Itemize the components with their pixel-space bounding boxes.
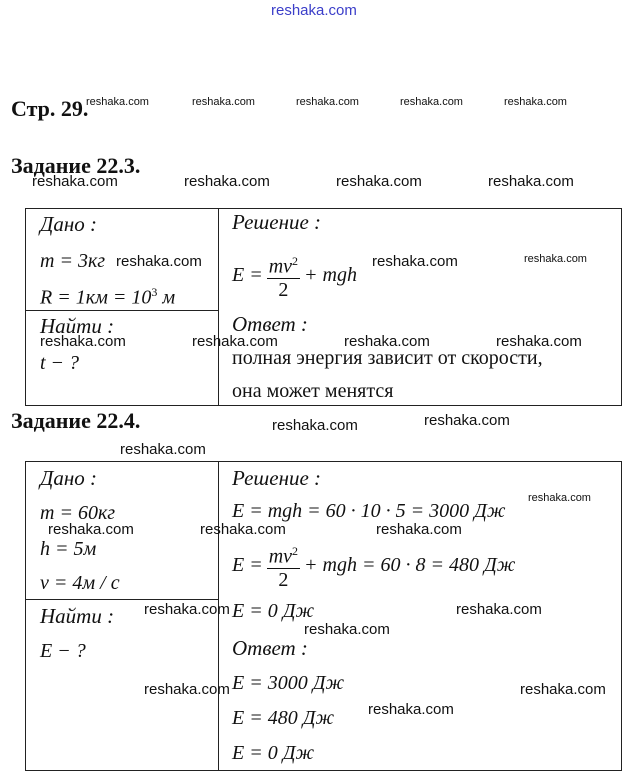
watermark: reshaka.com xyxy=(184,173,270,190)
watermark: reshaka.com xyxy=(192,333,278,350)
watermark: reshaka.com xyxy=(488,173,574,190)
task2-given-mass: m = 60кг xyxy=(40,502,116,524)
task1-find-value: t − ? xyxy=(40,352,80,374)
task2-find-label: Найти : xyxy=(40,604,115,628)
task2-answer-2: E = 480 Дж xyxy=(232,707,335,729)
task1-title: Задание 22.3. xyxy=(11,153,141,178)
task2-find-value: E − ? xyxy=(40,640,86,662)
page-label: Стр. 29. xyxy=(11,96,89,121)
watermark: reshaka.com xyxy=(120,441,206,458)
watermark: reshaka.com xyxy=(86,96,149,108)
watermark: reshaka.com xyxy=(272,417,358,434)
watermark: reshaka.com xyxy=(368,701,454,718)
task1-given-separator xyxy=(25,310,218,311)
task2-equation-1: E = mgh = 60 · 10 · 5 = 3000 Дж xyxy=(232,500,506,522)
task2-answer-3: E = 0 Дж xyxy=(232,742,315,764)
watermark: reshaka.com xyxy=(344,333,430,350)
watermark: reshaka.com xyxy=(372,253,458,270)
watermark: reshaka.com xyxy=(528,492,591,504)
watermark: reshaka.com xyxy=(40,333,126,350)
task1-solution-label: Решение : xyxy=(232,210,322,234)
watermark: reshaka.com xyxy=(524,253,587,265)
task2-given-velocity: v = 4м / с xyxy=(40,572,120,594)
watermark: reshaka.com xyxy=(520,681,606,698)
watermark: reshaka.com xyxy=(336,173,422,190)
watermark: reshaka.com xyxy=(144,601,230,618)
task2-answer-label: Ответ : xyxy=(232,636,308,660)
task1-divider xyxy=(218,208,219,406)
task2-given-separator xyxy=(25,599,218,600)
task2-title: Задание 22.4. xyxy=(11,408,141,433)
watermark: reshaka.com xyxy=(304,621,390,638)
task2-given-label: Дано : xyxy=(40,466,98,490)
task1-answer-label: Ответ : xyxy=(232,312,308,336)
task1-find-label: Найти : xyxy=(40,314,115,338)
watermark: reshaka.com xyxy=(116,253,202,270)
task2-equation-2: E = $\frac{mv^2}{2}$ + mgh = 60 · 8 = 480 Дж xyxy=(232,540,515,591)
task1-answer-line-2: она может менятся xyxy=(232,380,394,402)
task2-equation-3: E = 0 Дж xyxy=(232,600,315,622)
watermark: reshaka.com xyxy=(376,521,462,538)
watermark: reshaka.com xyxy=(504,96,567,108)
watermark: reshaka.com xyxy=(32,173,118,190)
task1-given-label: Дано : xyxy=(40,212,98,236)
task2-answer-1: E = 3000 Дж xyxy=(232,672,345,694)
task2-solution-label: Решение : xyxy=(232,466,322,490)
watermark-top: reshaka.com xyxy=(271,2,357,19)
watermark: reshaka.com xyxy=(48,521,134,538)
task1-given-mass: m = 3кг xyxy=(40,250,106,272)
watermark: reshaka.com xyxy=(296,96,359,108)
watermark: reshaka.com xyxy=(200,521,286,538)
watermark: reshaka.com xyxy=(400,96,463,108)
watermark: reshaka.com xyxy=(496,333,582,350)
task1-given-radius: $R = 1км = 10^3$ м xyxy=(40,285,176,309)
watermark: reshaka.com xyxy=(144,681,230,698)
task1-answer-line-1: полная энергия зависит от скорости, xyxy=(232,347,543,369)
task1-formula: E = $\frac{mv^2}{2}$ + mgh xyxy=(232,250,357,301)
watermark: reshaka.com xyxy=(192,96,255,108)
watermark: reshaka.com xyxy=(424,412,510,429)
watermark: reshaka.com xyxy=(456,601,542,618)
task2-given-height: h = 5м xyxy=(40,538,97,560)
